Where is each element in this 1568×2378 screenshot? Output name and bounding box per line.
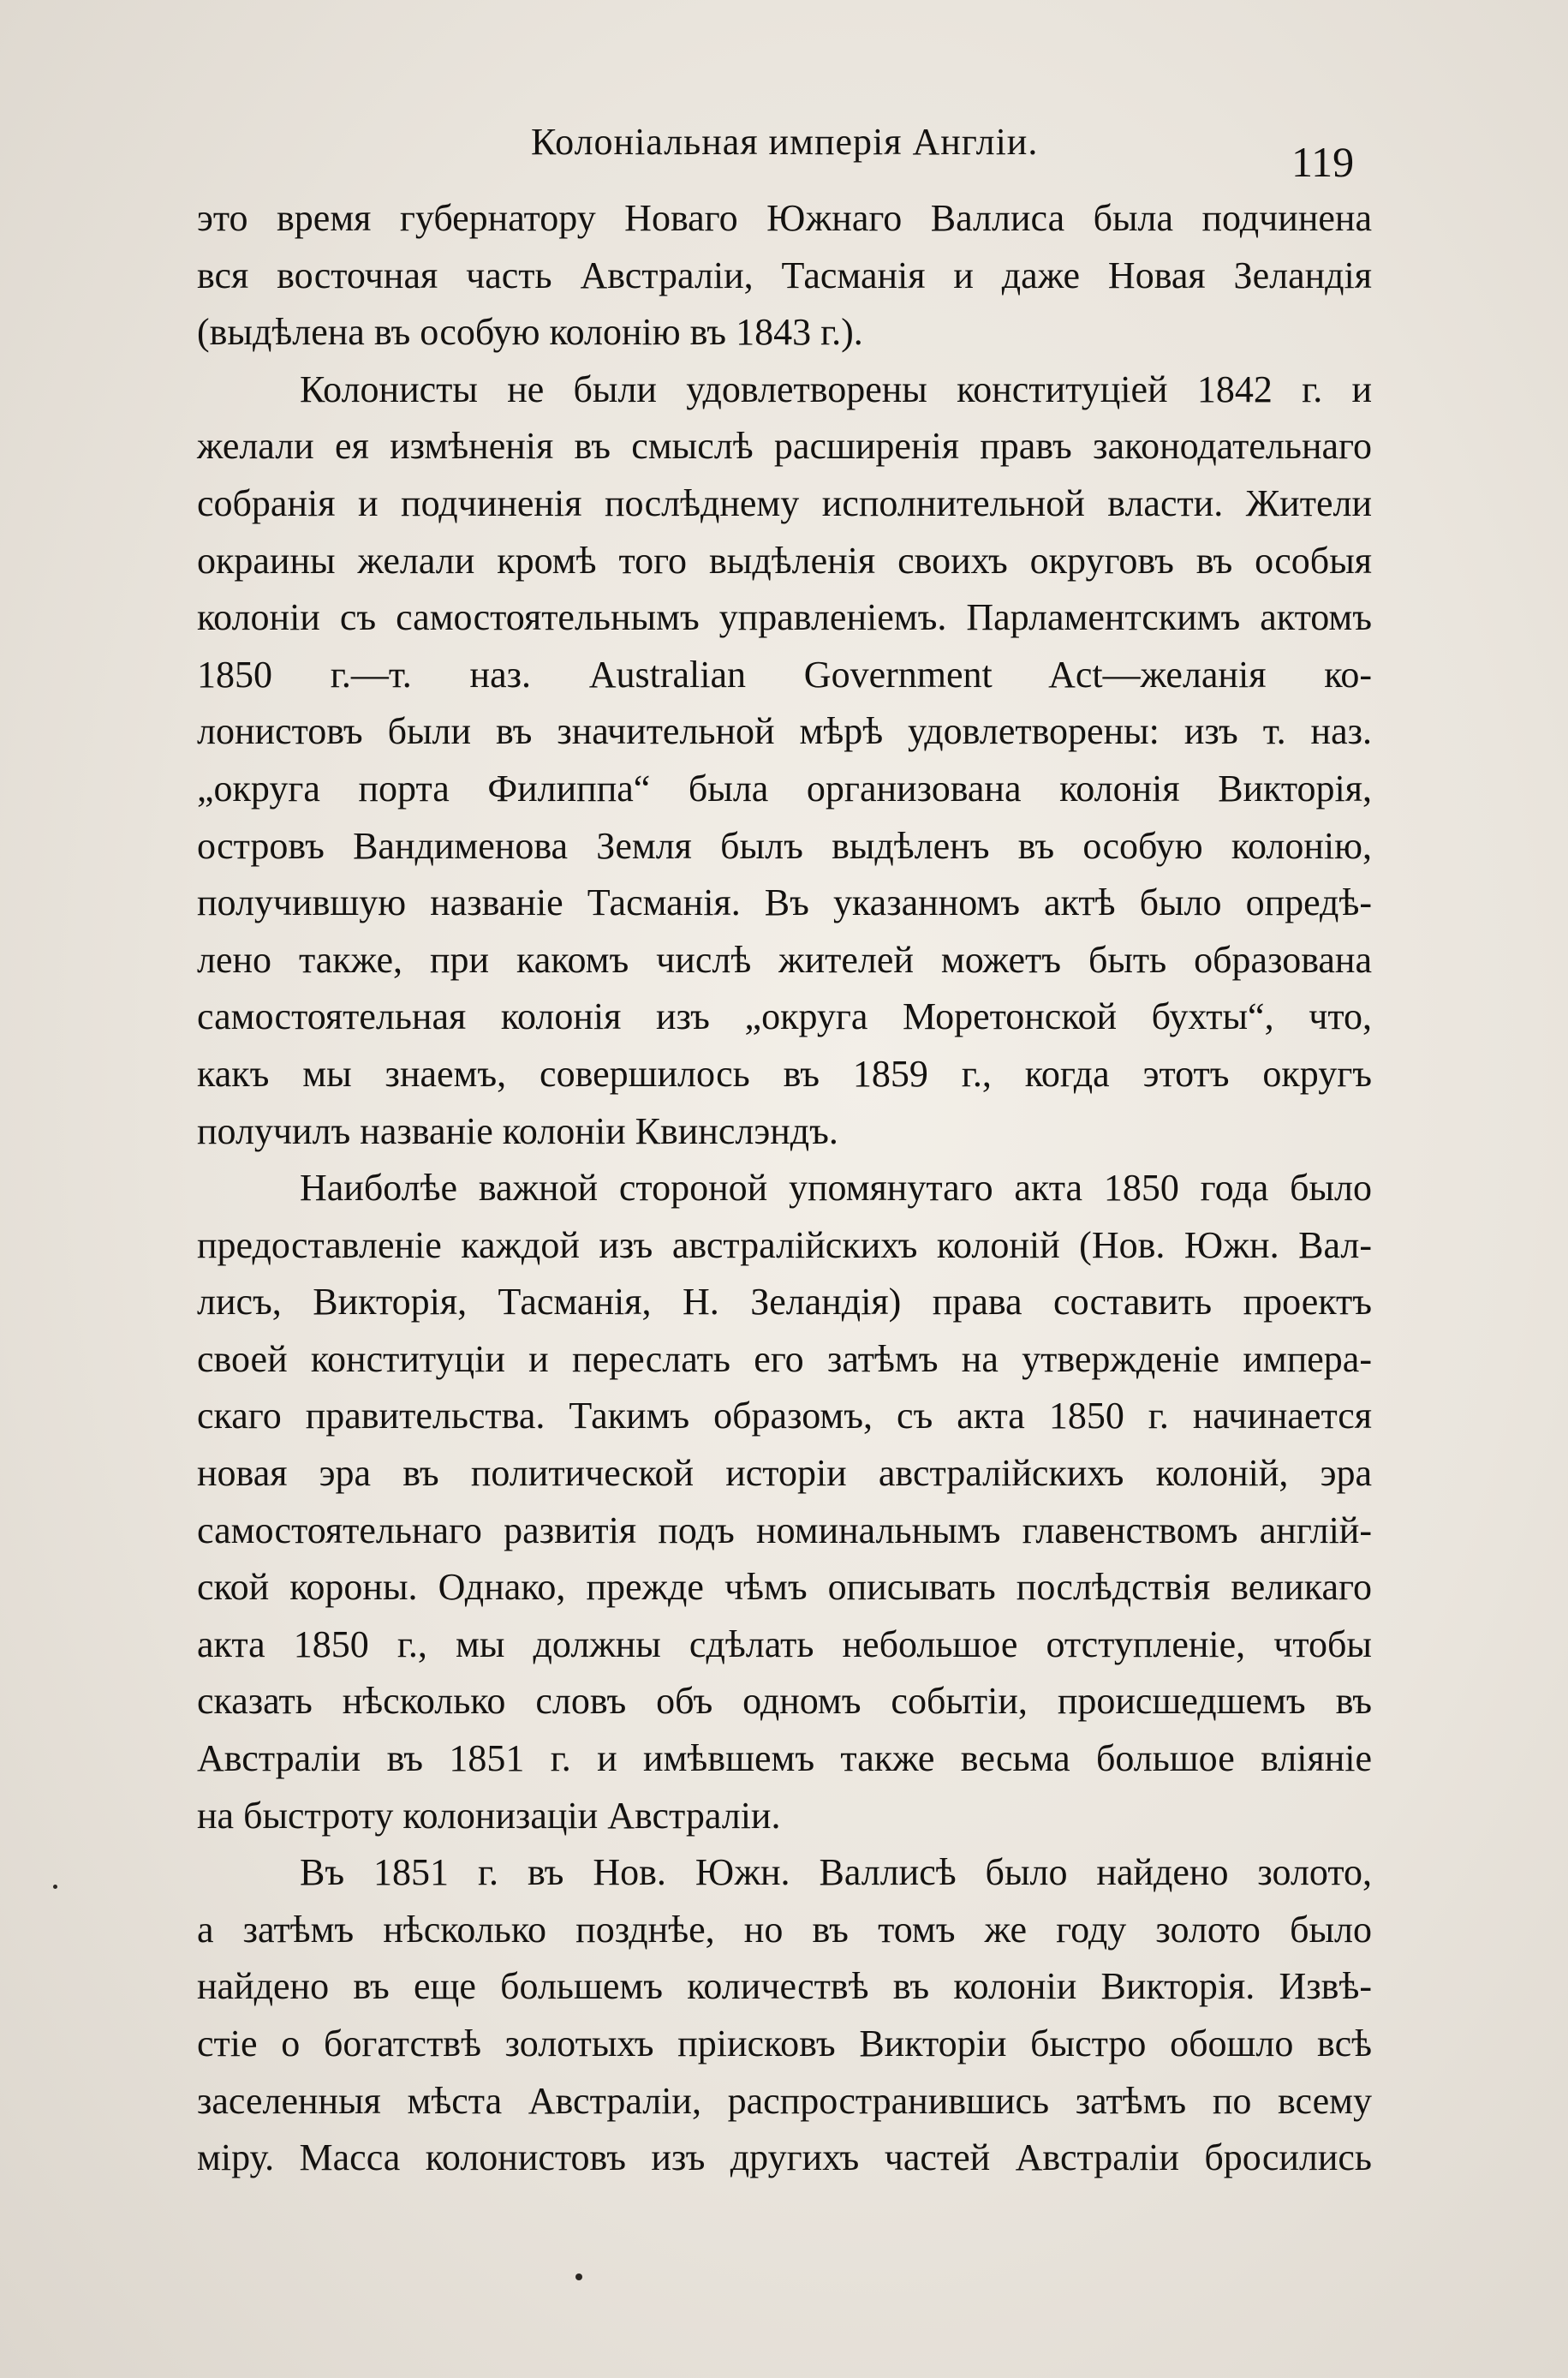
body-text bbox=[197, 190, 1372, 2187]
text-line: лено также, при какомъ числѣ жителей можетъ быть образована bbox=[197, 938, 1372, 981]
text-line: стіе о богатствѣ золотыхъ пріисковъ Викторіи быстро обошло всѣ bbox=[197, 2022, 1372, 2064]
text-line: Наиболѣе важной стороной упомянутаго акта 1850 года было bbox=[300, 1167, 1372, 1210]
text-line: Колонисты не были удовлетворены конституціей 1842 г. и bbox=[300, 367, 1372, 410]
text-line: міру. Масса колонистовъ изъ другихъ частей Австраліи бросились bbox=[197, 2136, 1372, 2179]
text-line: собранія и подчиненія послѣднему исполнительной власти. Жители bbox=[197, 481, 1372, 524]
text-line: своей конституціи и переслать его затѣмъ на утвержденіе имперa- bbox=[197, 1337, 1372, 1380]
text-line: а затѣмъ нѣсколько позднѣе, но въ томъ же году золото было bbox=[197, 1908, 1372, 1951]
paragraph-1 bbox=[197, 190, 1372, 361]
text-line: это время губернатору Новаго Южнаго Валлиса была подчинена bbox=[197, 197, 1372, 239]
text-line: самостоятельнаго развитія подъ номинальнымъ главенствомъ англій- bbox=[197, 1509, 1372, 1551]
running-header: Колоніальная имперія Англіи. bbox=[531, 121, 1039, 163]
text-line: Въ 1851 г. въ Нов. Южн. Валлисѣ было найдено золото, bbox=[300, 1851, 1372, 1894]
text-line: получившую названіе Тасманія. Въ указанномъ актѣ было опредѣ- bbox=[197, 881, 1372, 924]
text-line: получилъ названіе колоніи Квинслэндъ. bbox=[197, 1109, 838, 1152]
text-line: самостоятельная колонія изъ „округа Моретонской бухты“, что, bbox=[197, 995, 1372, 1038]
text-line: ской короны. Однако, прежде чѣмъ описывать послѣдствія великаго bbox=[197, 1566, 1372, 1609]
text-line: новая эра въ политической исторіи австралійскихъ колоній, эра bbox=[197, 1452, 1372, 1495]
text-line: предоставленіе каждой изъ австралійскихъ колоній (Нов. Южн. Вал- bbox=[197, 1223, 1372, 1266]
text-line: вся восточная часть Австраліи, Тасманія и даже Новая Зеландія bbox=[197, 254, 1372, 296]
text-line: лонистовъ были въ значительной мѣрѣ удовлетворены: изъ т. наз. bbox=[197, 710, 1372, 753]
paragraph-3 bbox=[197, 1160, 1372, 1844]
text-line: какъ мы знаемъ, совершилось въ 1859 г., когда этотъ округъ bbox=[197, 1052, 1372, 1095]
text-line: Австраліи въ 1851 г. и имѣвшемъ также весьма большое вліяніе bbox=[197, 1737, 1372, 1780]
text-line: островъ Вандименова Земля былъ выдѣленъ въ особую колонію, bbox=[197, 824, 1372, 867]
text-line: „округа порта Филиппа“ была организована колонія Викторія, bbox=[197, 767, 1372, 810]
text-line: на быстроту колонизаціи Австраліи. bbox=[197, 1794, 781, 1837]
text-line: акта 1850 г., мы должны сдѣлать небольшое отступленіе, чтобы bbox=[197, 1622, 1372, 1665]
text-line: 1850 г.—т. наз. Australian Government Act—желанія ко- bbox=[197, 653, 1372, 696]
text-line: найдено въ еще большемъ количествѣ въ колоніи Викторія. Извѣ- bbox=[197, 1965, 1372, 2008]
text-line: сказать нѣсколько словъ объ одномъ событіи, происшедшемъ въ bbox=[197, 1680, 1372, 1723]
text-line: желали ея измѣненія въ смыслѣ расширенія правъ законодательнаго bbox=[197, 425, 1372, 468]
page-number: 119 bbox=[1291, 138, 1355, 186]
text-line: окраины желали кромѣ того выдѣленія своихъ округовъ въ особыя bbox=[197, 539, 1372, 582]
paragraph-2 bbox=[197, 361, 1372, 1160]
text-line: заселенныя мѣста Австраліи, распространившись затѣмъ по всему bbox=[197, 2079, 1372, 2122]
text-line: колоніи съ самостоятельнымъ управленіемъ. Парламентскимъ актомъ bbox=[197, 596, 1372, 639]
text-line: (выдѣлена въ особую колонію въ 1843 г.). bbox=[197, 311, 863, 354]
ink-speck bbox=[53, 1885, 57, 1889]
paragraph-4 bbox=[197, 1844, 1372, 2187]
text-line: скаго правительства. Такимъ образомъ, съ акта 1850 г. начинается bbox=[197, 1395, 1372, 1437]
text-line: лисъ, Викторія, Тасманія, Н. Зеландія) права составить проектъ bbox=[197, 1281, 1372, 1323]
ink-speck bbox=[575, 2273, 582, 2280]
